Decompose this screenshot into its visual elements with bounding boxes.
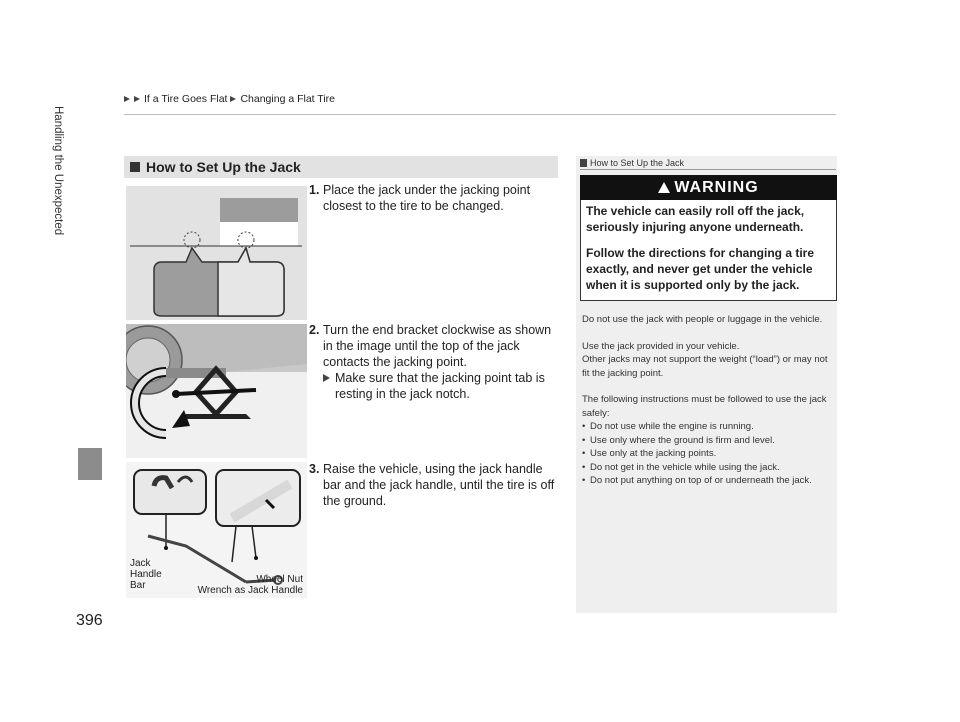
step-2 [309, 322, 559, 402]
warning-text [586, 203, 829, 303]
note-bullet: • Do not get in the vehicle while using the jack. [582, 461, 828, 475]
warning-header [580, 175, 837, 200]
jacking-point-diagram [126, 186, 307, 320]
warning-paragraph: The vehicle can easily roll off the jack, seriously injuring anyone underneath. [586, 204, 805, 234]
step-1 [309, 182, 559, 214]
chapter-tab-label: Handling the Unexpected [52, 106, 64, 236]
note-paragraph: The following instructions must be followed to use the jack safely: [582, 394, 827, 419]
note-divider [580, 169, 836, 170]
substep-text: Make sure that the jacking point tab is resting in the jack notch. [335, 371, 545, 401]
arrow-right-icon [230, 96, 236, 102]
step-text: Place the jack under the jacking point closest to the tire to be changed. [323, 183, 531, 213]
step-substep [323, 370, 559, 402]
breadcrumb-item[interactable]: If a Tire Goes Flat [144, 93, 228, 105]
chapter-tab-marker [78, 448, 102, 480]
note-paragraph: Do not use the jack with people or luggage in the vehicle. [582, 314, 823, 325]
jack-handle-bar-label: Jack Handle Bar [130, 558, 162, 591]
breadcrumb [124, 93, 335, 105]
note-bullet: • Use only where the ground is firm and level. [582, 434, 828, 448]
jacking-point-illustration [126, 186, 307, 320]
step-number: 1. [309, 183, 320, 197]
note-paragraph: Use the jack provided in your vehicle. Other jacks may not support the weight (“load”) or may not fit the jacking point. [582, 340, 828, 379]
warning-heading: WARNING [674, 178, 759, 196]
step-text: Turn the end bracket clockwise as shown in the image until the top of the jack contacts the jacking point. [323, 323, 552, 369]
step-number: 3. [309, 462, 320, 476]
arrow-right-icon [124, 96, 130, 102]
note-title [580, 158, 684, 168]
square-bullet-icon [130, 162, 140, 172]
breadcrumb-item[interactable]: Changing a Flat Tire [240, 93, 336, 105]
jack-illustration [126, 324, 307, 458]
jack-handle-diagram [126, 462, 307, 598]
jack-under-car-diagram [126, 324, 307, 458]
step-text: Raise the vehicle, using the jack handle bar and the jack handle, until the tire is off the ground. [323, 462, 555, 508]
header-divider [124, 114, 836, 115]
info-bookmark-icon [580, 159, 587, 167]
arrow-right-icon [134, 96, 140, 102]
arrow-right-icon [323, 374, 330, 382]
page-number: 396 [76, 612, 103, 629]
step-3 [309, 461, 559, 509]
section-header [124, 156, 558, 178]
step-number: 2. [309, 323, 320, 337]
section-title: How to Set Up the Jack [146, 159, 301, 175]
wheel-nut-wrench-label: Wheel Nut Wrench as Jack Handle [197, 574, 303, 596]
chapter-tab [50, 106, 64, 436]
note-body [582, 313, 828, 488]
warning-paragraph: Follow the directions for changing a tire exactly, and never get under the vehicle when it is supported only by the jack. [586, 246, 815, 292]
note-bullet: • Use only at the jacking points. [582, 447, 828, 461]
note-title-text: How to Set Up the Jack [590, 158, 685, 168]
warning-triangle-icon [658, 182, 670, 193]
note-bullet: • Do not put anything on top of or underneath the jack. [582, 474, 828, 488]
note-bullet: • Do not use while the engine is running. [582, 420, 828, 434]
